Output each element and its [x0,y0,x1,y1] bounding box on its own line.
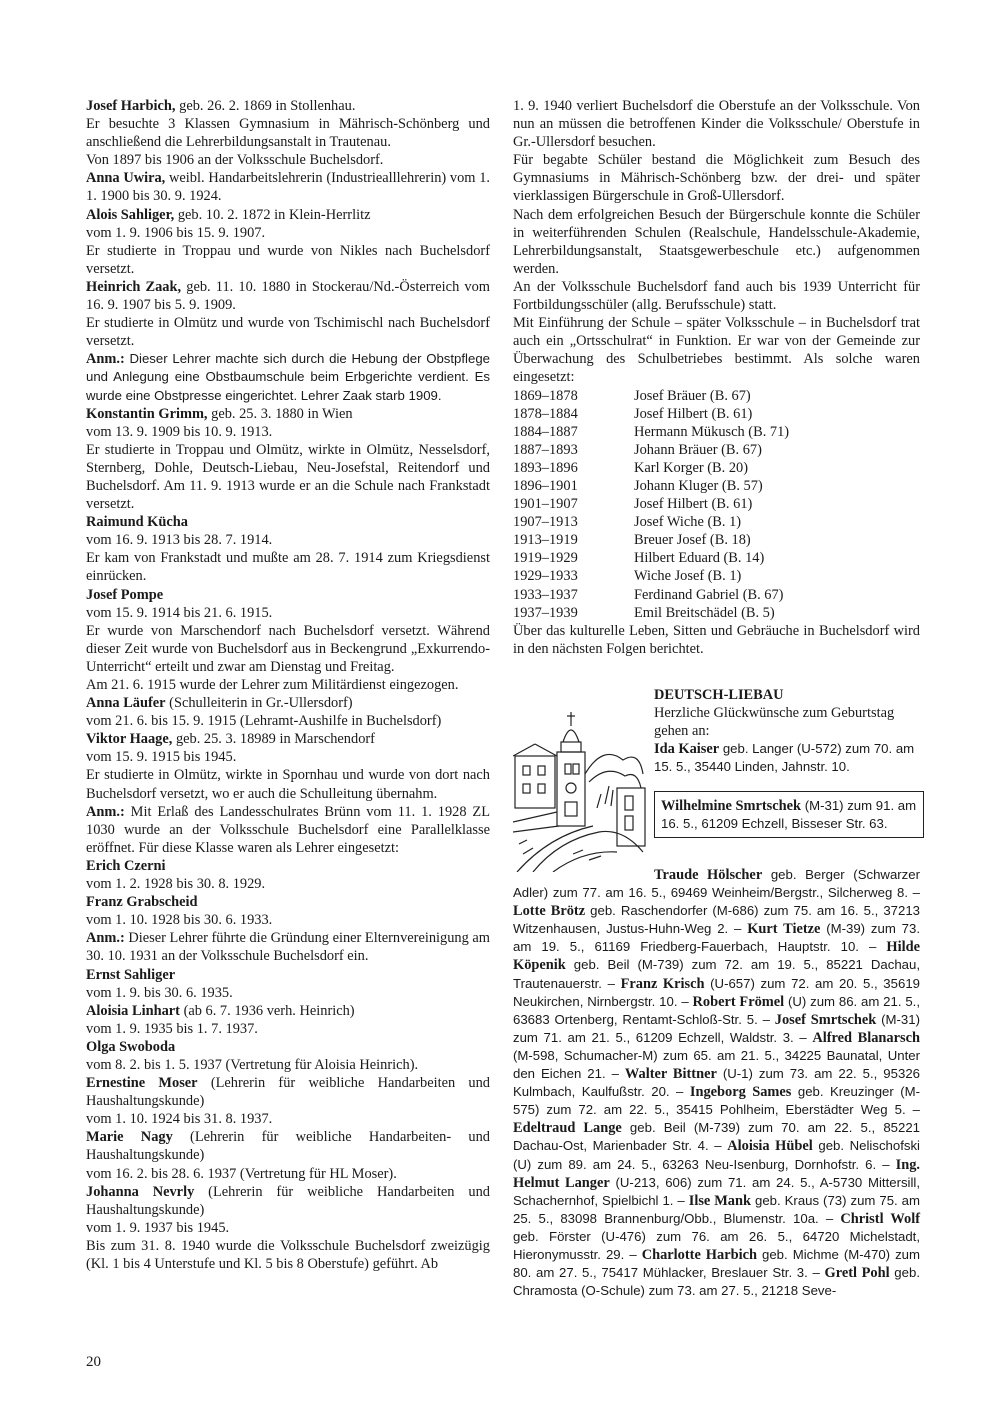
birthday-list: Traude Hölscher geb. Berger (Schwarzer Adler) zum 77. am 16. 5., 69469 Weinheim/Bergstr., Silcherweg 8. – Lotte Brötz geb. Raschendorfer (M-686) zum 75. am 16. 5., 37213 Witzenhausen, Justus-Huhn-Weg 2. – Kurt Tietze (M-39) zum 73. am 19. 5., 61169 Friedberg-Fauerbach, Hauptstr. 10. – Hilde Köpenik geb. Beil (M-739) zum 72. am 19. 5., 85221 Dachau, Trautenauerstr. – Franz Krisch (U-657) zum 72. am 20. 5., 35619 Neukirchen, Nirnbergstr. 10. – Robert Frömel (U) zum 86. am 21. 5., 63683 Ortenberg, Rentamt-Schloß-Str. 5. – Josef Smrtschek (M-31) zum 71. am 21. 5., 61209 Echzell, Waldstr. 3. – Alfred Blanarsch (M-598, Schumacher-M) zum 65. am 21. 5., 34225 Baunatal, Unter den Eichen 21. – Walter Bittner (U-1) zum 73. am 22. 5., 95326 Kulmbach, Kaulfußstr. 20. – Ingeborg Sames geb. Kreuzinger (M-575) zum 72. am 22. 5., 35415 Pohlheim, Eberstädter Weg 5. – Edeltraud Lange geb. Beil (M-739) zum 70. am 22. 5., 85221 Dachau-Ost, Marienbader Str. 4. – Aloisia Hübel geb. Nelischofski (U) zum 89. am 24. 5., 63263 Neu-Isenburg, Dornhofstr. 6. – Ing. Helmut Langer (U-213, 606) zum 71. am 24. 5., A-5730 Mittersill, Schachernhof, Spielbichl 1. – Ilse Mank geb. Kraus (73) zum 75. am 25. 5., 83098 Brannenburg/Obb., Blumenstr. 10a. – Christl Wolf geb. Förster (U-476) zum 76. am 26. 5., 64720 Michelstadt, Hieronymusstr. 29. – Charlotte Harbich geb. Michme (M-470) zum 80. am 27. 5., 75417 Mühlacker, Breslauer Str. 3. – Gretl Pohl geb. Chramosta (O-Schule) zum 73. am 27. 5., 21218 Seve- [513,867,921,1299]
paragraph: Ernst Sahliger [86,966,176,983]
table-row [513,549,789,567]
paragraph: Viktor Haage, geb. 25. 3. 18989 in Marschendorf [86,731,375,748]
paragraph: Er studierte in Troppau und Olmütz, wirkte in Olmütz, Nesselsdorf, Sternberg, Dohle, Deutsch-Liebau, Neu-Josefstal, Reitendorf und Buchelsdorf. Am 11. 9. 1913 wurde er an die Schule nach Frankstadt versetzt. [86,441,490,513]
table-row [513,405,789,423]
paragraph: Nach dem erfolgreichen Besuch der Bürgerschule konnte die Schüler in weiterführenden Schulen (Realschule, Handelsschule-Akademie, Lehrerbildungsanstalt, Staatsgewerbeschule etc.) aufgenommen werden. [513,206,920,277]
paragraph: An der Volksschule Buchelsdorf fand auch bis 1939 Unterricht für Fortbildungsschüler (allg. Berufsschule) statt. [513,278,920,314]
term-years: 1929–1933 [513,568,578,585]
paragraph: Marie Nagy (Lehrerin für weibliche Handarbeiten- und Haushaltungskunde) [86,1129,490,1164]
term-years: 1893–1896 [513,459,578,476]
paragraph: vom 1. 2. 1928 bis 30. 8. 1929. [86,876,266,893]
paragraph: Anm.: Dieser Lehrer machte sich durch die Hebung der Obstpflege und Anlegung eine Obstbaumschule beim Erbgerichte verdient. Es wurde eine Obstpresse eingerichtet. Lehrer Zaak starb 1909. [86,351,490,403]
paragraph: Er kam von Frankstadt und mußte am 28. 7. 1914 zum Kriegsdienst einrücken. [86,550,490,585]
paragraph: Franz Grabscheid [86,894,198,911]
paragraph: Josef Harbich, geb. 26. 2. 1869 in Stollenhau. [86,98,356,114]
council-member: Josef Bräuer (B. 67) [634,387,751,404]
paragraph: Er studierte in Troppau und wurde von Nikles nach Buchelsdorf versetzt. [86,242,490,277]
council-member: Josef Wiche (B. 1) [634,514,742,531]
term-years: 1884–1887 [513,423,578,440]
paragraph: Anm.: Mit Erlaß des Landesschulrates Brünn vom 11. 1. 1928 ZL 1030 wurde an der Volksschule Buchelsdorf eine Parallelklasse eröffnet. Für diese Klasse waren als Lehrer eingesetzt: [86,803,490,856]
paragraph: Von 1897 bis 1906 an der Volksschule Buchelsdorf. [86,152,384,169]
paragraph: vom 13. 9. 1909 bis 10. 9. 1913. [86,423,273,440]
council-member: Josef Hilbert (B. 61) [634,496,753,513]
intro-text: Herzliche Glückwünsche zum Geburtstag gehen an: [654,705,895,740]
term-years: 1919–1929 [513,550,578,567]
paragraph: vom 21. 6. bis 15. 9. 1915 (Lehramt-Aushilfe in Buchelsdorf) [86,713,442,730]
paragraph: Raimund Kücha [86,514,188,531]
table-row [513,513,789,531]
council-member: Wiche Josef (B. 1) [634,568,742,585]
paragraph: vom 15. 9. 1915 bis 1945. [86,749,237,766]
birthday-entry-ida: Ida Kaiser geb. Langer (U-572) zum 70. am 15. 5., 35440 Linden, Jahnstr. 10. [654,741,915,775]
council-member: Karl Korger (B. 20) [634,459,749,476]
paragraph: Alois Sahliger, geb. 10. 2. 1872 in Klein-Herrlitz [86,206,371,223]
council-member: Hilbert Eduard (B. 14) [634,550,765,567]
council-member: Ferdinand Gabriel (B. 67) [634,586,784,603]
paragraph: Er wurde von Marschendorf nach Buchelsdorf versetzt. Während dieser Zeit wurde von Buchelsdorf aus in Beckengrund „Exkurrendo-Unterricht“ erteilt und zwar am Dienstag und Freitag. [86,622,490,675]
paragraph: Für begabte Schüler bestand die Möglichkeit zum Besuch des Gymnasiums in Mährisch-Schönberg bzw. der drei- und später vierklassigen Bürgerschule in Groß-Ullersdorf. [513,152,920,205]
term-years: 1933–1937 [513,586,578,603]
table-row [513,586,789,604]
paragraph: vom 1. 9. 1935 bis 1. 7. 1937. [86,1020,258,1037]
paragraph: Heinrich Zaak, geb. 11. 10. 1880 in Stockerau/Nd.-Österreich vom 16. 9. 1907 bis 5. 9. 1909. [86,278,491,314]
paragraph: Anm.: Dieser Lehrer führte die Gründung einer Elternvereinigung am 30. 10. 1931 an der Volksschule Buchelsdorf ein. [86,930,490,965]
paragraph: Aloisia Linhart (ab 6. 7. 1936 verh. Heinrich) [86,1002,355,1019]
section-title: DEUTSCH-LIEBAU [654,687,784,703]
paragraph: Am 21. 6. 1915 wurde der Lehrer zum Militärdienst eingezogen. [86,677,459,693]
table-row [513,604,789,622]
paragraph: Erich Czerni [86,857,166,874]
right-column [513,97,920,658]
paragraph: vom 8. 2. bis 1. 5. 1937 (Vertretung für Aloisia Heinrich). [86,1056,419,1073]
table-row [513,567,789,585]
table-row [513,495,789,513]
paragraph: Konstantin Grimm, geb. 25. 3. 1880 in Wien [86,405,353,422]
paragraph: vom 1. 10. 1928 bis 30. 6. 1933. [86,912,273,929]
term-years: 1907–1913 [513,514,578,531]
left-column [86,97,490,1273]
paragraph: Er studierte in Olmütz und wurde von Tschimischl nach Buchelsdorf versetzt. [86,315,490,350]
table-row [513,477,789,495]
paragraph: Ernestine Moser (Lehrerin für weibliche Handarbeiten und Haushaltungskunde) [86,1075,490,1110]
council-member: Emil Breitschädel (B. 5) [634,604,775,621]
paragraph: vom 16. 2. bis 28. 6. 1937 (Vertretung für HL Moser). [86,1165,397,1182]
term-years: 1937–1939 [513,604,578,621]
paragraph: Johanna Nevrly (Lehrerin für weibliche Handarbeiten und Haushaltungskunde) [86,1183,490,1218]
paragraph: vom 16. 9. 1913 bis 28. 7. 1914. [86,532,273,549]
term-years: 1913–1919 [513,532,578,549]
right-column-text [513,97,920,387]
term-years: 1896–1901 [513,477,578,494]
paragraph: Anna Läufer (Schulleiterin in Gr.-Ullersdorf) [86,695,353,712]
table-row [513,423,789,441]
page-number: 20 [86,1354,101,1370]
paragraph: vom 1. 9. bis 30. 6. 1935. [86,984,233,1001]
table-row [513,531,789,549]
paragraph: Josef Pompe [86,586,164,603]
table-row [513,459,789,477]
highlighted-birthday-box: Wilhelmine Smrtschek (M-31) zum 91. am 16. 5., 61209 Echzell, Bisseser Str. 63. [654,791,924,838]
paragraph: Olga Swoboda [86,1038,176,1055]
council-member: Johann Bräuer (B. 67) [634,441,762,458]
church-sketch [513,704,649,872]
paragraph: vom 1. 9. 1906 bis 15. 9. 1907. [86,224,266,241]
paragraph: Bis zum 31. 8. 1940 wurde die Volksschule Buchelsdorf zweizügig (Kl. 1 bis 4 Unterstufe und Kl. 5 bis 8 Oberstufe) geführt. Ab [86,1237,490,1272]
closing-paragraph: Über das kulturelle Leben, Sitten und Gebräuche in Buchelsdorf wird in den nächsten Folgen berichtet. [513,622,920,657]
paragraph: Anna Uwira, weibl. Handarbeitslehrerin (Industriealllehrerin) vom 1. 1. 1900 bis 30. 9. 1924. [86,170,491,205]
term-years: 1869–1878 [513,387,578,404]
paragraph: vom 1. 9. 1937 bis 1945. [86,1219,230,1236]
term-years: 1878–1884 [513,405,578,422]
council-member: Hermann Mükusch (B. 71) [634,423,790,440]
term-years: 1901–1907 [513,496,578,513]
paragraph: vom 15. 9. 1914 bis 21. 6. 1915. [86,604,273,621]
council-member: Breuer Josef (B. 18) [634,532,751,549]
paragraph: Er studierte in Olmütz, wirkte in Spornhau und wurde von dort nach Buchelsdorf versetzt, wo er auch die Schulleitung übernahm. [86,767,490,802]
school-council-table [513,387,789,622]
paragraph: 1. 9. 1940 verliert Buchelsdorf die Oberstufe an der Volksschule. Von nun an müssen die betroffenen Kinder die Volksschule/ Oberstufe in Gr.-Ullersdorf besuchen. [513,98,920,151]
council-member: Josef Hilbert (B. 61) [634,405,753,422]
paragraph: vom 1. 10. 1924 bis 31. 8. 1937. [86,1111,273,1128]
table-row [513,387,789,405]
table-row [513,441,789,459]
term-years: 1887–1893 [513,441,578,458]
paragraph: Mit Einführung der Schule – später Volksschule – in Buchelsdorf trat auch ein „Ortsschulrat“ in Funktion. Er war von der Gemeinde zur Überwachung des Schulbetriebes bestimmt. Als solche waren eingesetzt: [513,315,920,386]
birthday-intro [654,704,920,776]
paragraph: Er besuchte 3 Klassen Gymnasium in Mährisch-Schönberg und anschließend die Lehrerbildungsanstalt in Trautenau. [86,116,490,151]
council-member: Johann Kluger (B. 57) [634,477,763,494]
